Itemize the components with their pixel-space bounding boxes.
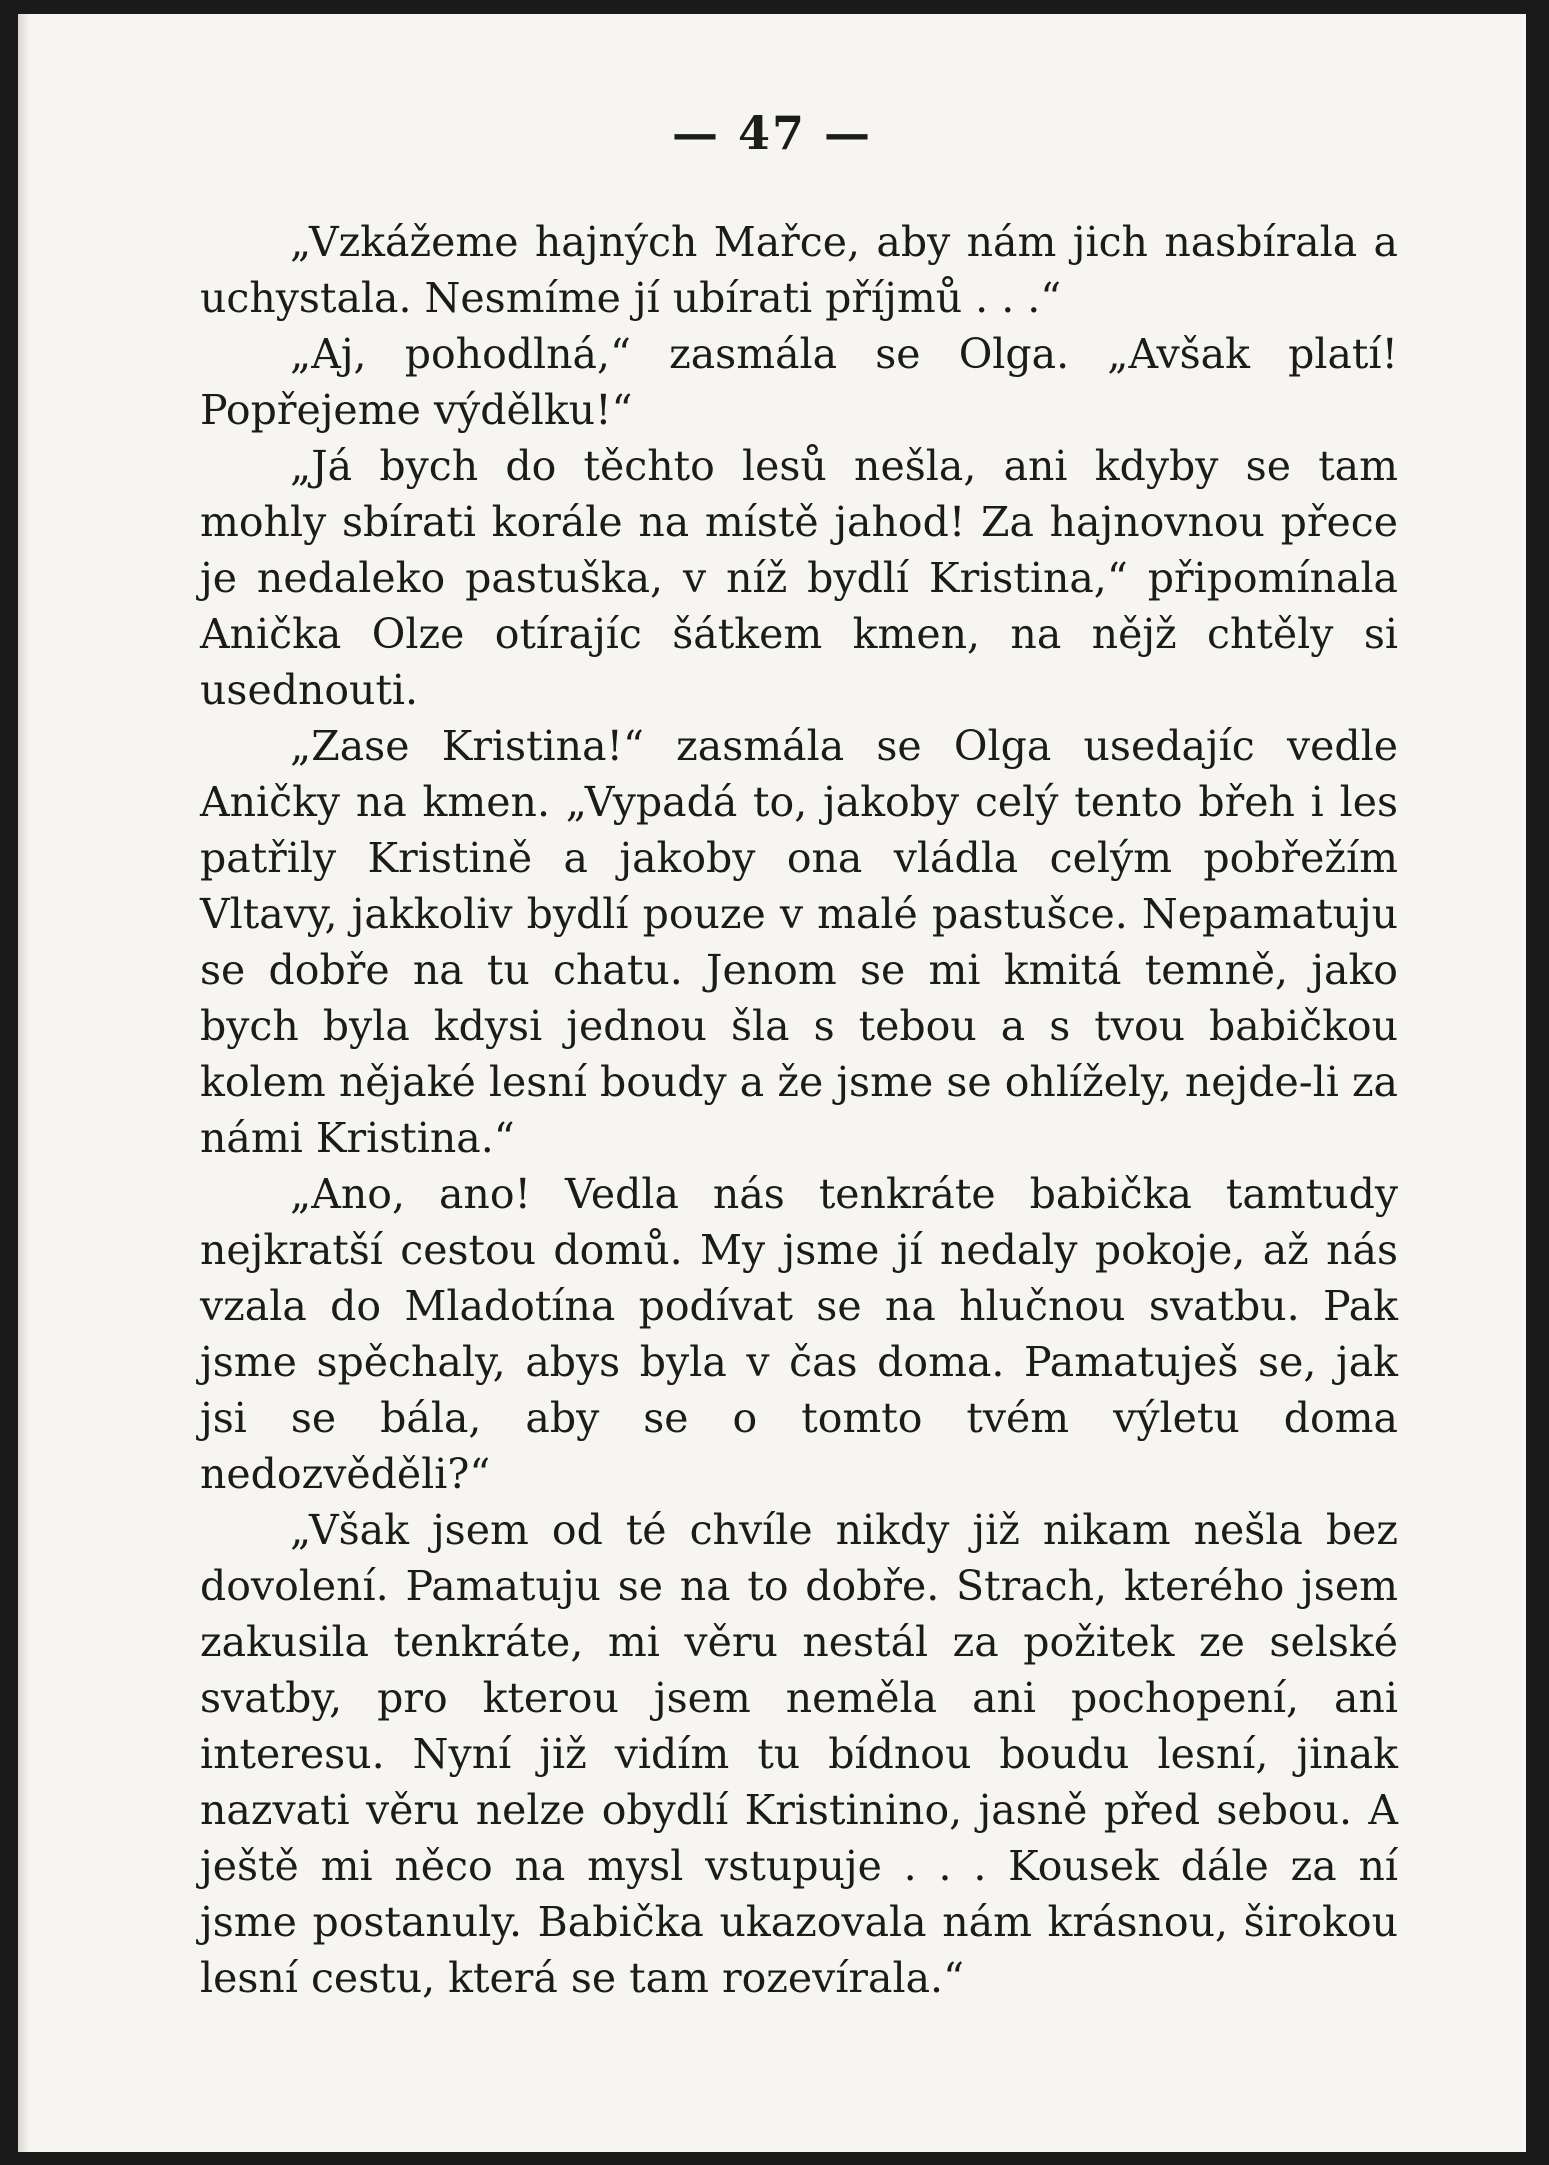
page-text <box>200 214 1398 2006</box>
page-number: — 47 — <box>671 106 873 160</box>
paragraph-4: „Zase Kristina!“ zasmála se Olga usedajíc vedle Aničky na kmen. „Vypadá to, jakoby celý tento břeh i les patřily Kristině a jakoby ona vládla celým pobřežím Vltavy, jakkoliv bydlí pouze v malé pastušce. Nepamatuju se dobře na tu chatu. Jenom se mi kmitá temně, jako bych byla kdysi jednou šla s tebou a s tvou babičkou kolem nějaké lesní boudy a že jsme se ohlížely, nejde-li za námi Kristina.“ <box>200 722 1398 1162</box>
paragraph-6: „Však jsem od té chvíle nikdy již nikam nešla bez dovolení. Pamatuju se na to dobře. Strach, kterého jsem zakusila tenkráte, mi věru nestál za požitek ze selské svatby, pro kterou jsem neměla ani pochopení, ani interesu. Nyní již vidím tu bídnou boudu lesní, jinak nazvati věru nelze obydlí Kristinino, jasně před sebou. A ještě mi něco na mysl vstupuje . . . Kousek dále za ní jsme postanuly. Babička ukazovala nám krásnou, širokou lesní cestu, která se tam rozevírala.“ <box>200 1506 1398 2002</box>
paragraph-5: „Ano, ano! Vedla nás tenkráte babička tamtudy nejkratší cestou domů. My jsme jí nedaly pokoje, až nás vzala do Mladotína podívat se na hlučnou svatbu. Pak jsme spěchaly, abys byla v čas doma. Pamatuješ se, jak jsi se bála, aby se o tomto tvém výletu doma nedozvěděli?“ <box>200 1170 1398 1498</box>
book-page <box>18 14 1526 2152</box>
paragraph-1: „Vzkážeme hajných Mařce, aby nám jich nasbírala a uchystala. Nesmíme jí ubírati příjmů . . .“ <box>200 218 1398 322</box>
paragraph-2: „Aj, pohodlná,“ zasmála se Olga. „Avšak platí! Popřejeme výdělku!“ <box>200 330 1398 434</box>
paragraph-3: „Já bych do těchto lesů nešla, ani kdyby se tam mohly sbírati korále na místě jahod! Za hajnovnou přece je nedaleko pastuška, v níž bydlí Kristina,“ připomínala Anička Olze otírajíc šátkem kmen, na nějž chtěly si usednouti. <box>200 442 1398 714</box>
